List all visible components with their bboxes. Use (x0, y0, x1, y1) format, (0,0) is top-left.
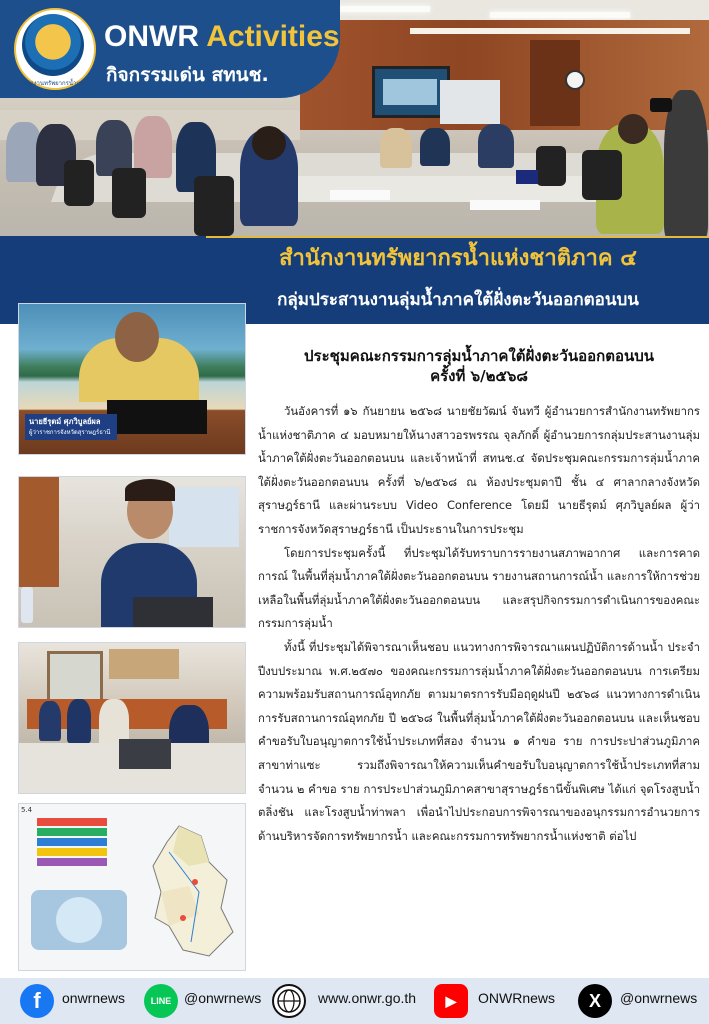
legend-bar (37, 858, 107, 866)
chair (194, 176, 234, 236)
nameplate-role: ผู้ว่าราชการจังหวัดสุราษฎร์ธานี (29, 429, 111, 436)
nameplate-name: นายธีรุตม์ ศุภวิบูลย์ผล (29, 417, 101, 426)
article-title-line1: ประชุมคณะกรรมการลุ่มน้ำภาคใต้ฝั่งตะวันออกตอนบน (304, 347, 654, 365)
wall-clock (565, 70, 585, 90)
chair (582, 150, 622, 200)
director-hair (125, 479, 175, 501)
line-icon[interactable]: LINE (144, 984, 178, 1018)
ceiling-light (490, 12, 630, 18)
wood-wall (300, 20, 709, 130)
chair (64, 160, 94, 206)
laptop (119, 739, 171, 769)
nameplate (25, 414, 117, 440)
desk-mic (107, 400, 207, 434)
laptop (133, 597, 213, 627)
camera-icon (650, 98, 672, 112)
window (47, 651, 103, 705)
attendee (380, 128, 412, 168)
wall-panel (440, 80, 500, 124)
wood-panel (19, 477, 59, 587)
office-subtitle: กลุ่มประสานงานลุ่มน้ำภาคใต้ฝั่งตะวันออกตอนบน (277, 290, 639, 310)
article-paragraph-3: ทั้งนี้ ที่ประชุมได้พิจารณาเห็นชอบ แนวทางการพิจารณาแผนปฏิบัติการด้านน้ำ ประจำปีงบประมาณ พ.ศ.๒๕๗๐ ของคณะกรรมการลุ่มน้ำภาคใต้ฝั่งตะวันออกตอนบน การเตรียมความพร้อมรับสถานการณ์อุทกภัย ตามมาตรการรับมือฤดูฝนปี ๒๕๖๘ แนวทางการดำเนินการรับสถานการณ์อุทกภัย ปี ๒๕๖๘ ในพื้นที่ลุ่มน้ำภาคใต้ฝั่งตะวันออกตอนบน และเห็นชอบคำขอรับใบอนุญาตการใช้น้ำประเภทที่สอง จำนวน ๑ คำขอ ราย การประปาส่วนภูมิภาคสาขาท่าแซะ รวมถึงพิจารณาให้ความเห็นคำขอรับใบอนุญาตการใช้น้ำประเภทที่สาม จำนวน ๒ คำขอ ราย การประปาส่วนภูมิภาคสาขาสุราษฎร์ธานีขั้นพิเศษ ได้แก่ จุดโรงสูบน้ำตลิ่งชัน และโรงสูบน้ำท่าพลา เพื่อนำไปประกอบการพิจารณาของอนุกรรมการอำนวยการด้านบริหารจัดการทรัพยากรน้ำ และคณะกรรมการทรัพยากรน้ำแห่งชาติ ต่อไป (258, 639, 700, 843)
brand-subtitle: กิจกรรมเด่น สทนช. (106, 64, 269, 86)
basin-map (139, 822, 239, 962)
x-icon[interactable]: X (578, 984, 612, 1018)
photographer (664, 90, 708, 240)
legend-bar (37, 838, 107, 846)
wall-art (109, 649, 179, 679)
article-title (258, 346, 700, 386)
infographic (31, 890, 127, 950)
facebook-icon[interactable]: f (20, 984, 54, 1018)
office-title: สำนักงานทรัพยากรน้ำแห่งชาติภาค ๔ (279, 246, 637, 271)
attendee (420, 128, 450, 166)
slide-number: 5.4 (21, 806, 33, 814)
staff-member (67, 699, 91, 743)
x-label[interactable]: @onwrnews (620, 990, 698, 1006)
article-paragraph-2: โดยการประชุมครั้งนี้ ที่ประชุมได้รับทราบการรายงานสภาพอากาศ และการคาดการณ์ ในพื้นที่ลุ่มน้ำภาคใต้ฝั่งตะวันออกตอนบน รายงานสถานการณ์น้ำ และการให้การช่วยเหลือในพื้นที่ลุ่มน้ำภาคใต้ฝั่งตะวันออกตอนบน และสรุปกิจกรรมการดำเนินการของคณะกรรมการลุ่มน้ำ (258, 545, 700, 631)
governor-head (115, 312, 159, 362)
brand-word: ONWR (104, 20, 199, 53)
band-gold-rule (206, 236, 709, 238)
globe-icon[interactable] (272, 984, 306, 1018)
youtube-label[interactable]: ONWRnews (478, 990, 556, 1006)
water-bottle (21, 587, 33, 623)
article-title-line2: ครั้งที่ ๖/๒๕๖๘ (430, 367, 528, 385)
photo-staff-team (18, 642, 246, 794)
attendee-head (252, 126, 286, 160)
article (258, 346, 700, 848)
brand-highlight: Activities (206, 20, 340, 53)
paper (330, 190, 390, 200)
legend-bar (37, 848, 107, 856)
onwr-logo-emblem (22, 14, 84, 76)
laptop (516, 170, 538, 184)
logo-ring-text: สำนักงานทรัพยากรน้ำแห่งชาติ (18, 80, 88, 97)
line-label[interactable]: @onwrnews (184, 990, 262, 1006)
ceiling-light (410, 28, 690, 34)
staff-member (39, 701, 61, 741)
chair (112, 168, 146, 218)
attendee-head (618, 114, 648, 144)
website-label[interactable]: www.onwr.go.th (318, 990, 417, 1006)
brand-title (104, 20, 340, 54)
legend-bar (37, 828, 107, 836)
legend-bar (37, 818, 107, 826)
chair (536, 146, 566, 186)
photo-presentation-map (18, 803, 246, 971)
photo-governor-video (18, 303, 246, 455)
attendee (478, 124, 514, 168)
photo-director (18, 476, 246, 628)
youtube-icon[interactable]: ▶ (434, 984, 468, 1018)
facebook-label[interactable]: onwrnews (62, 990, 126, 1006)
paper (470, 200, 540, 210)
article-paragraph-1: วันอังคารที่ ๑๖ กันยายน ๒๕๖๘ นายชัยวัฒน์ จันทวี ผู้อำนวยการสำนักงานทรัพยากรน้ำแห่งชาติภาค ๔ มอบหมายให้นางสาวอรพรรณ จุลภักดิ์ ผู้อำนวยการกลุ่มประสานงานลุ่มน้ำภาคใต้ฝั่งตะวันออกตอนบน และเจ้าหน้าที่ สทนช.๔ จัดประชุมคณะกรรมการลุ่มน้ำภาคใต้ฝั่งตะวันออกตอนบน ครั้งที่ ๖/๒๕๖๘ ณ ห้องประชุมตาปี ชั้น ๔ ศาลากลางจังหวัดสุราษฎร์ธานี และผ่านระบบ Video Conference โดยมี นายธีรุตม์ ศุภวิบูลย์ผล ผู้ว่าราชการจังหวัดสุราษฎร์ธานี เป็นประธานในการประชุม (258, 404, 700, 536)
window (169, 487, 239, 547)
presentation-screen (372, 66, 450, 118)
